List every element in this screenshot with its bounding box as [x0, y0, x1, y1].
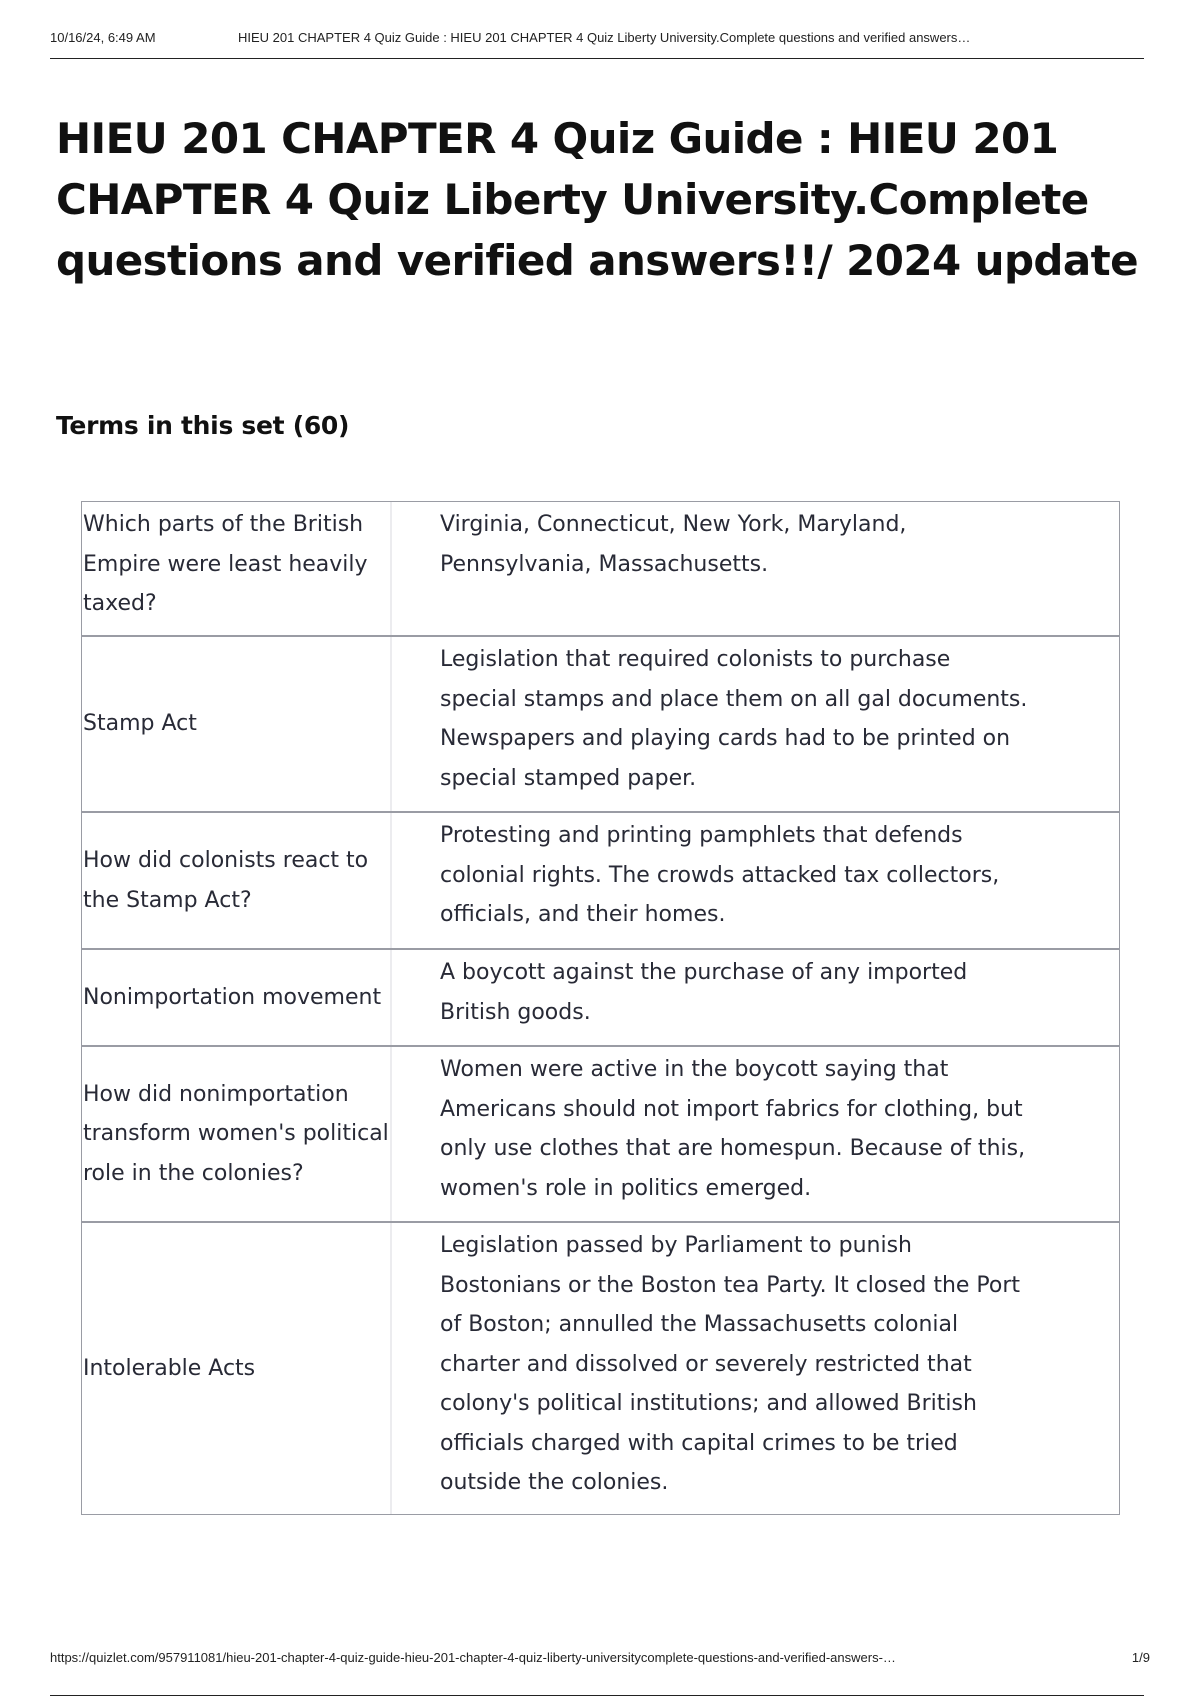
print-footer: [50, 1650, 1150, 1698]
term-cell: Stamp Act: [82, 637, 392, 811]
term-row: [82, 811, 1119, 948]
terms-heading: Terms in this set (60): [56, 411, 350, 440]
print-datetime: 10/16/24, 6:49 AM: [50, 30, 156, 45]
print-header: [50, 30, 1144, 59]
definition-cell: Legislation that required colonists to purchase special stamps and place them on all gal documents. Newspapers and playing cards had to be printed on special stamped paper.: [440, 647, 1028, 791]
terms-table: [81, 501, 1120, 1515]
term-cell: How did nonimportation transform women's political role in the colonies?: [82, 1047, 392, 1221]
definition-cell: Protesting and printing pamphlets that defends colonial rights. The crowds attacked tax collectors, officials, and their homes.: [440, 823, 1000, 927]
term-row: [82, 635, 1119, 811]
term-cell: Which parts of the British Empire were least heavily taxed?: [82, 502, 392, 635]
term-row: [82, 1045, 1119, 1221]
term-cell: Intolerable Acts: [82, 1223, 392, 1514]
term-cell: Nonimportation movement: [82, 950, 392, 1045]
source-url: https://quizlet.com/957911081/hieu-201-chapter-4-quiz-guide-hieu-201-chapter-4-quiz-liberty-universitycomplete-questions-and-verified-answers-…: [50, 1650, 896, 1665]
footer-rule: [50, 1695, 1144, 1696]
definition-cell: Women were active in the boycott saying that Americans should not import fabrics for clothing, but only use clothes that are homespun. Because of this, women's role in politics emerged.: [440, 1057, 1026, 1201]
print-header-title: HIEU 201 CHAPTER 4 Quiz Guide : HIEU 201 CHAPTER 4 Quiz Liberty University.Complete questions and verified answers…: [238, 30, 971, 45]
term-row: [82, 502, 1119, 635]
term-row: [82, 1221, 1119, 1514]
page-title: HIEU 201 CHAPTER 4 Quiz Guide : HIEU 201 CHAPTER 4 Quiz Liberty University.Complete questions and verified answers!!/ 2024 update: [56, 114, 1139, 285]
page-number: 1/9: [1131, 1650, 1150, 1665]
definition-cell: Virginia, Connecticut, New York, Maryland, Pennsylvania, Massachusetts.: [440, 512, 907, 577]
definition-cell: Legislation passed by Parliament to punish Bostonians or the Boston tea Party. It closed the Port of Boston; annulled the Massachusetts colonial charter and dissolved or severely restricted that colony's political institutions; and allowed British officials charged with capital crimes to be tried outside the colonies.: [440, 1233, 1021, 1495]
definition-cell: A boycott against the purchase of any imported British goods.: [440, 960, 968, 1025]
term-row: [82, 948, 1119, 1045]
term-cell: How did colonists react to the Stamp Act?: [82, 813, 392, 948]
